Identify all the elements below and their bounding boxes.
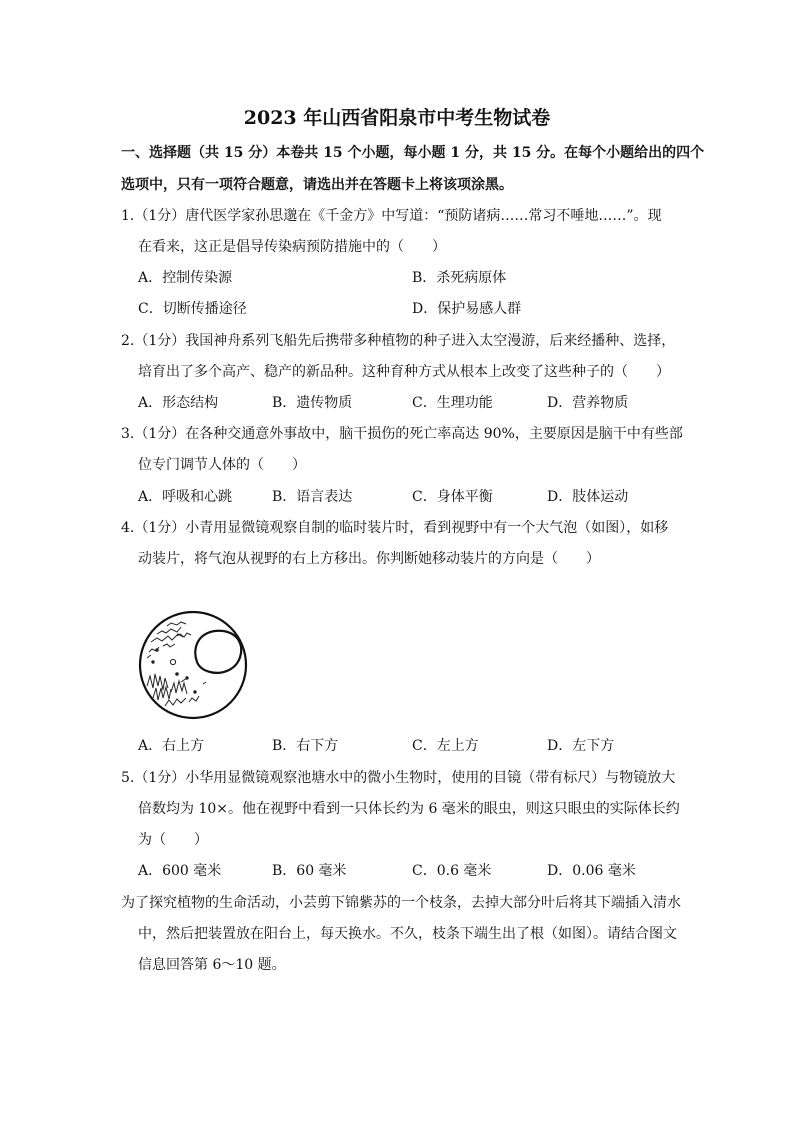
section-header-line2: 选项中，只有一项符合题意，请选出并在答题卡上将该项涂黑。 [121,177,513,193]
passage-line2: 中，然后把装置放在阳台上，每天换水。不久，枝条下端生出了根（如图）。请结合图文 [138,926,677,942]
q4-stem-line1: 4.（1分）小青用显微镜观察自制的临时装片时，看到视野中有一个大气泡（如图），如移 [121,520,669,536]
q2-option-b[interactable]: B．遗传物质 [272,395,353,411]
passage-line3: 信息回答第 6～10 题。 [138,957,286,973]
q5-option-d[interactable]: D．0.06 毫米 [547,863,636,879]
q3-option-d[interactable]: D．肢体运动 [547,489,629,505]
q5-option-a[interactable]: A．600 毫米 [138,863,222,879]
q1-stem-line2: 在看来，这正是倡导传染病预防措施中的（ ） [138,239,446,255]
q1-option-d[interactable]: D．保护易感人群 [412,301,522,317]
q1-option-b[interactable]: B．杀死病原体 [412,270,507,286]
q4-option-b[interactable]: B．右下方 [272,738,339,754]
q2-stem-line1: 2.（1分）我国神舟系列飞船先后携带多种植物的种子进入太空漫游，后来经播种、选择， [121,333,676,349]
microscope-field-figure [137,606,249,724]
q4-option-a[interactable]: A．右上方 [138,738,205,754]
passage-line1: 为了探究植物的生命活动，小芸剪下锦紫苏的一个枝条，去掉大部分叶后将其下端插入清水 [121,895,681,911]
page-title: 2023 年山西省阳泉市中考生物试卷 [243,107,551,129]
q5-stem-line2: 倍数均为 10×。他在视野中看到一只体长约为 6 毫米的眼虫，则这只眼虫的实际体长约 [138,801,680,817]
section-header-line1: 一、选择题（共 15 分）本卷共 15 个小题，每小题 1 分，共 15 分。在每个小题给出的四个 [121,145,705,161]
q3-option-b[interactable]: B．语言表达 [272,489,353,505]
q5-option-c[interactable]: C．0.6 毫米 [412,863,492,879]
q1-option-c[interactable]: C．切断传播途径 [138,301,247,317]
q2-option-c[interactable]: C．生理功能 [412,395,493,411]
q4-option-c[interactable]: C．左上方 [412,738,479,754]
q2-option-d[interactable]: D．营养物质 [547,395,629,411]
q2-option-a[interactable]: A．形态结构 [138,395,219,411]
q4-stem-line2: 动装片，将气泡从视野的右上方移出。你判断她移动装片的方向是（ ） [138,551,600,567]
q2-stem-line2: 培育出了多个高产、稳产的新品种。这种育种方式从根本上改变了这些种子的（ ） [138,364,670,380]
q3-option-a[interactable]: A．呼吸和心跳 [138,489,233,505]
microscope-field-icon [137,606,249,724]
q5-option-b[interactable]: B．60 毫米 [272,863,347,879]
q1-stem-line1: 1.（1分）唐代医学家孙思邈在《千金方》中写道：“预防诸病……常习不唾地……”。现 [121,208,662,224]
q3-stem-line1: 3.（1分）在各种交通意外事故中，脑干损伤的死亡率高达 90%，主要原因是脑干中有些部 [121,426,683,442]
q3-option-c[interactable]: C．身体平衡 [412,489,493,505]
q5-stem-line3: 为（ ） [138,832,208,848]
q5-stem-line1: 5.（1分）小华用显微镜观察池塘水中的微小生物时，使用的目镜（带有标尺）与物镜放大 [121,770,676,786]
q1-option-a[interactable]: A．控制传染源 [138,270,233,286]
q4-option-d[interactable]: D．左下方 [547,738,615,754]
q3-stem-line2: 位专门调节人体的（ ） [138,457,306,473]
